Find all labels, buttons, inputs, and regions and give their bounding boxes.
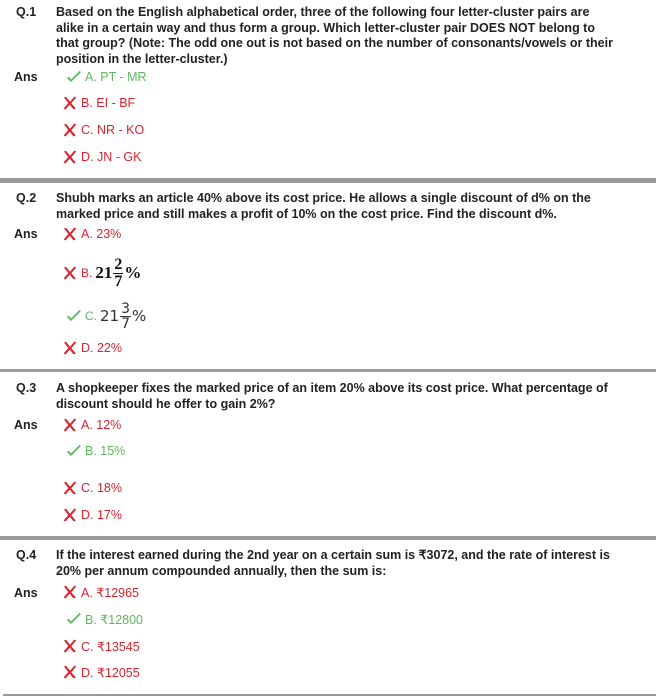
question-text: Based on the English alphabetical order, three of the following four letter-cluster pairs are alike in a certain way and thus form a group. Which letter-cluster pair DOES NOT belong to that group? (Note: The odd one out is not based on the number of consonants/vowels or their position in the letter-cluster.) (56, 5, 613, 66)
check-icon (66, 612, 82, 626)
cross-icon (62, 418, 78, 432)
question-text: Shubh marks an article 40% above its cost price. He allows a single discount of d% on the marked price and still makes a profit of 10% on the cost price. Find the discount d%. (56, 191, 591, 221)
option-a[interactable] (62, 225, 121, 243)
fraction-whole: 21 (95, 263, 113, 282)
question-number: Q.4 (16, 548, 37, 562)
question-text: A shopkeeper fixes the marked price of an item 20% above its cost price. What percentage of discount should he offer to gain 2%? (56, 381, 608, 411)
cross-icon (62, 341, 78, 355)
mixed-fraction (95, 257, 141, 290)
option-label: D. 22% (81, 341, 122, 355)
cross-icon (62, 266, 78, 280)
mixed-fraction (100, 302, 146, 331)
option-label: A. 23% (81, 227, 122, 241)
cross-icon (62, 481, 78, 495)
option-c[interactable] (62, 637, 140, 655)
option-label: B. 15% (85, 444, 126, 458)
check-icon (66, 70, 82, 84)
cross-icon (62, 639, 78, 653)
question-divider (0, 536, 656, 540)
question-divider (0, 369, 656, 372)
question-number: Q.2 (16, 191, 37, 205)
option-label: D. 17% (81, 508, 122, 522)
answer-label: Ans (14, 418, 38, 432)
percent-sign: % (132, 307, 147, 325)
check-icon (66, 444, 82, 458)
check-icon (66, 309, 82, 323)
option-c[interactable] (62, 121, 144, 139)
percent-sign: % (124, 263, 142, 282)
answer-label: Ans (14, 586, 38, 600)
option-label: D. ₹12055 (81, 665, 140, 680)
question-text: If the interest earned during the 2nd year on a certain sum is ₹3072, and the rate of interest is 20% per annum compounded annually, then the sum is: (56, 548, 610, 578)
option-label: B. ₹12800 (85, 612, 143, 627)
option-label: B. EI - BF (81, 96, 136, 110)
option-d[interactable] (62, 148, 141, 166)
fraction-denominator: 7 (114, 272, 123, 290)
option-label: A. ₹12965 (81, 585, 139, 600)
fraction-denominator: 7 (121, 315, 131, 332)
answer-label: Ans (14, 227, 38, 241)
question-number: Q.1 (16, 5, 37, 19)
option-label: C. ₹13545 (81, 639, 140, 654)
cross-icon (62, 585, 78, 599)
fraction (113, 257, 123, 290)
cross-icon (62, 665, 78, 679)
cross-icon (62, 227, 78, 241)
option-label: B. (81, 266, 93, 280)
fraction (120, 302, 131, 331)
fraction-numerator: 2 (114, 255, 123, 273)
option-b[interactable] (66, 610, 143, 628)
fraction-whole: 21 (100, 307, 120, 325)
option-a[interactable] (66, 68, 147, 86)
cross-icon (62, 123, 78, 137)
option-label: C. 18% (81, 481, 122, 495)
fraction-numerator: 3 (121, 300, 131, 317)
option-label: A. PT - MR (85, 70, 147, 84)
option-label: C. NR - KO (81, 123, 145, 137)
option-d[interactable] (62, 506, 122, 524)
option-b[interactable] (62, 94, 135, 112)
cross-icon (62, 150, 78, 164)
option-d[interactable] (62, 663, 140, 681)
option-label: C. (85, 309, 97, 323)
option-b[interactable] (62, 255, 142, 290)
option-c[interactable] (62, 479, 122, 497)
option-d[interactable] (62, 339, 122, 357)
answer-label: Ans (14, 70, 38, 84)
cross-icon (62, 508, 78, 522)
question-number: Q.3 (16, 381, 37, 395)
question-divider (0, 178, 656, 183)
option-b[interactable] (66, 442, 125, 460)
question-divider (3, 694, 656, 696)
option-a[interactable] (62, 583, 139, 601)
cross-icon (62, 96, 78, 110)
option-label: A. 12% (81, 418, 122, 432)
option-c[interactable] (66, 300, 147, 332)
option-label: D. JN - GK (81, 150, 142, 164)
option-a[interactable] (62, 416, 121, 434)
